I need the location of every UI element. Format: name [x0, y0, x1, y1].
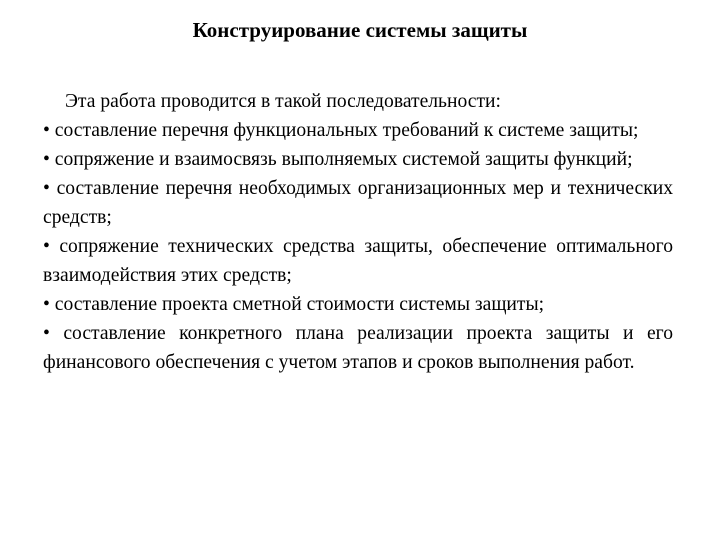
- bullet-icon: •: [43, 236, 50, 257]
- bullet-icon: •: [43, 294, 50, 315]
- list-item: [43, 232, 673, 290]
- list-item-text: составление конкретного плана реализации проекта защиты и его финансового обеспечения с учетом этапов и сроков выполнения работ.: [43, 323, 673, 373]
- list-item-text: сопряжение технических средства защиты, обеспечение оптимального взаимодействия этих средств;: [43, 236, 673, 286]
- list-item: [43, 174, 673, 232]
- list-item: [43, 290, 673, 319]
- bullet-icon: •: [43, 178, 50, 199]
- intro-text: Эта работа проводится в такой последовательности:: [65, 91, 501, 112]
- list-item: [43, 145, 673, 174]
- bullet-icon: •: [43, 149, 50, 170]
- list-item-text: сопряжение и взаимосвязь выполняемых системой защиты функций;: [54, 149, 633, 170]
- list-item-text: составление перечня необходимых организационных мер и технических средств;: [43, 178, 673, 228]
- bullet-icon: •: [43, 120, 50, 141]
- slide-title: Конструирование системы защиты: [192, 18, 528, 42]
- bullet-icon: •: [43, 323, 50, 344]
- list-item-text: составление проекта сметной стоимости системы защиты;: [54, 294, 545, 315]
- list-item: [43, 116, 673, 145]
- list-item: [43, 319, 673, 377]
- list-item-text: составление перечня функциональных требований к системе защиты;: [54, 120, 639, 141]
- slide-body: [43, 87, 673, 377]
